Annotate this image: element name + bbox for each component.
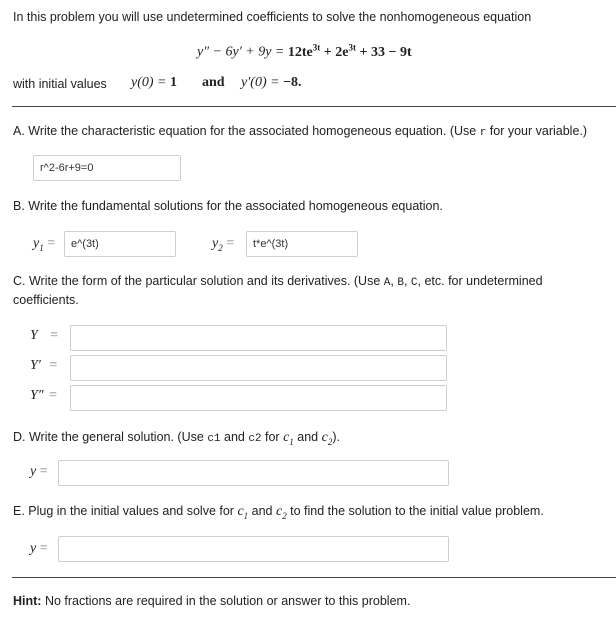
ivp-solution-input[interactable] — [58, 536, 449, 562]
y1-label: $y_1$ = — [33, 236, 56, 253]
y1-input[interactable]: e^(3t) — [64, 231, 176, 257]
part-a-question: A. Write the characteristic equation for the associated homogeneous equation. (Use r for your variable.) — [13, 124, 588, 139]
Y-double-prime-input[interactable] — [70, 385, 447, 411]
initial-values-label: with initial values — [13, 77, 107, 91]
y2-input[interactable]: t*e^(3t) — [246, 231, 358, 257]
divider-top — [12, 106, 616, 107]
Y-label: Y = — [30, 328, 59, 343]
general-solution-input[interactable] — [58, 460, 449, 486]
initial-condition-1: y(0) = 1 — [131, 75, 177, 90]
characteristic-equation-input[interactable]: r^2-6r+9=0 — [33, 155, 181, 181]
Y-input[interactable] — [70, 325, 447, 351]
intro-text: In this problem you will use undetermined coefficients to solve the nonhomogeneous equation — [13, 10, 532, 24]
hint-text: No fractions are required in the solution or answer to this problem. — [44, 594, 411, 608]
hint — [13, 594, 410, 608]
part-c-question-line1: C. Write the form of the particular solution and its derivatives. (Use A, B, C, etc. for undetermined — [13, 274, 543, 289]
Y-prime-input[interactable] — [70, 355, 447, 381]
part-c-question-line2: coefficients. — [13, 293, 79, 307]
part-e-question: E. Plug in the initial values and solve for $c_1$ and $c_2$ to find the solution to the initial value problem. — [13, 504, 544, 521]
hint-label: Hint: — [13, 594, 42, 608]
equation-lhs: y″ − 6y′ + 9y = — [197, 44, 288, 60]
equation: $y'' - 6y' + 9y = 12te^{3t} + 2e^{3t} + 33 - 9t$ — [197, 42, 412, 60]
initial-condition-2: y′(0) = −8. — [241, 75, 302, 90]
part-d-question: D. Write the general solution. (Use c1 and c2 for $c_1$ and $c_2$). — [13, 430, 340, 447]
Y-prime-label: Y′ = — [30, 358, 58, 373]
Y-double-prime-label: Y″ = — [30, 388, 58, 403]
part-b-question: B. Write the fundamental solutions for the associated homogeneous equation. — [13, 199, 443, 213]
y2-label: $y_2$ = — [212, 236, 235, 253]
ivp-solution-label: y = — [30, 541, 48, 556]
and-word: and — [202, 75, 225, 90]
general-solution-label: y = — [30, 464, 48, 479]
divider-bottom — [12, 577, 616, 578]
